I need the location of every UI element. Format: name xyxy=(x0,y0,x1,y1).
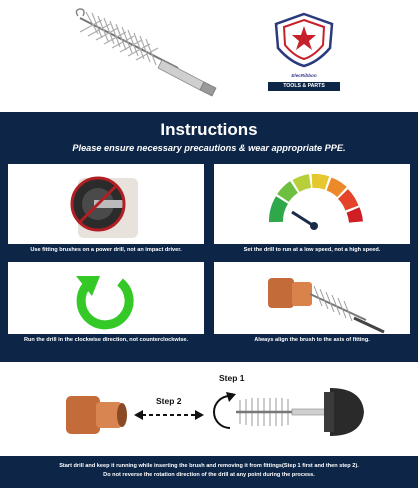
step-caption-clockwise: Run the drill in the clockwise direction, not counterclockwise. xyxy=(8,334,204,346)
process-caption-line2: Do not reverse the rotation direction of the drill at any point during the process. xyxy=(103,472,315,478)
brand-tagline: TOOLS & PARTS xyxy=(268,82,340,91)
step-caption-align-axis: Always align the brush to the axis of fitting. xyxy=(214,334,410,346)
step-caption-power-drill: Use fitting brushes on a power drill, not an impact driver. xyxy=(8,244,204,256)
instructions-subtitle: Please ensure necessary precautions & wear appropriate PPE. xyxy=(72,143,346,153)
step2-label: Step 2 xyxy=(156,396,182,406)
instructions-title: Instructions xyxy=(160,120,258,139)
brush-in-drill-image xyxy=(212,380,368,442)
step-card-low-speed xyxy=(214,164,410,244)
wire-brush-product-image xyxy=(58,8,228,104)
process-caption-line1: Start drill and keep it running while inserting the brush and removing it from fittings(Step 1 first and then step 2). xyxy=(59,463,359,469)
brand-logo xyxy=(268,12,340,92)
speed-gauge-image xyxy=(214,164,410,244)
step-caption-low-speed: Set the drill to run at a low speed, not a high speed. xyxy=(214,244,410,256)
step-card-power-drill xyxy=(8,164,204,244)
process-caption-bar xyxy=(0,456,418,488)
step2-arrow-icon xyxy=(134,408,204,422)
power-drill-image xyxy=(8,164,204,244)
step-card-align-axis xyxy=(214,262,410,334)
step1-label: Step 1 xyxy=(219,373,245,383)
step-card-clockwise xyxy=(8,262,204,334)
clockwise-arrow-icon xyxy=(8,262,204,334)
brush-alignment-image xyxy=(214,262,410,334)
copper-fitting-image xyxy=(60,390,130,440)
brand-name: ElecRibbon xyxy=(291,73,317,78)
shield-logo-icon xyxy=(268,12,340,68)
